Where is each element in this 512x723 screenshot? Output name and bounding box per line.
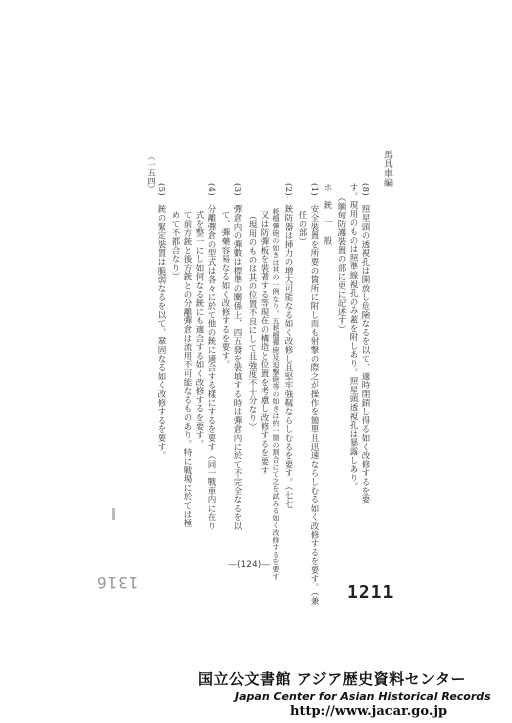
page-center-number: —(124)— bbox=[228, 560, 271, 570]
text-column-1: (8) 照星頭の透視孔は開放し危險なるを以て、適時閉鎖し得る如く改修するを要 bbox=[360, 183, 370, 504]
text-column-12: て、彈藥容易なる如く改修するを要す。 bbox=[220, 193, 230, 369]
text-column-17: (5) 銃の緊定裝置は脆弱なるを以て、鞏固なる如く改修するを要す。 bbox=[156, 183, 166, 460]
text-column-11: (3) 彈倉内の彈數は標準の關係上、四五發を裝填する時は彈倉内に於て不完全なるを以 bbox=[232, 183, 242, 531]
section-header: 馬具車編 bbox=[382, 150, 392, 188]
text-column-15: て前方銃と後方銃との分離彈倉は流用不可能なるものあり。特に戰場に於ては極 bbox=[182, 193, 192, 528]
watermark-block bbox=[198, 668, 498, 719]
text-column-4: ホ 銃 一 般 bbox=[322, 183, 332, 245]
text-column-9: 又は防彈板を裝著する等現在の構造と位置を考慮し改修するを要す bbox=[259, 193, 269, 475]
text-column-14: 式を整一にし如何なる銃にも適合する如く改修するを要す。 bbox=[194, 193, 204, 449]
text-column-5: (1) 安全裝置を所要の箇所に附し而も射撃の際之が操作を簡單且迅速ならしむる如く改修するを要す。（兼 bbox=[309, 183, 319, 606]
text-column-8: 耗榴彈砲の如きは其の一例なり。五耗榴彈砲及迫撃砲等の如きは約一箇の割合にて之を試みる如く改修するを要す bbox=[272, 193, 280, 580]
text-column-7: (2) 銃防器は挿力の増大可能なる如く改修し且堅牢強靱ならしむるを要す。（七七 bbox=[283, 183, 293, 509]
text-column-6: 任の部） bbox=[297, 193, 307, 246]
text-column-16: めて不都合なり） bbox=[170, 193, 180, 281]
watermark-english: Japan Center for Asian Historical Records bbox=[235, 690, 491, 703]
text-column-2: す。現用のものは照準線視孔のみ蓋を附しあり。照星頭透視孔は暴露しあり。 bbox=[348, 183, 358, 491]
watermark-japanese: 国立公文書館 アジア歴史資料センター bbox=[198, 670, 467, 688]
stamped-page-number: 1211 bbox=[347, 582, 395, 603]
text-column-10: （現用のものは其の位置不良にして且強度不十分なり） bbox=[247, 198, 257, 432]
mirrored-stamp: 1316 bbox=[96, 573, 139, 592]
text-column-3: （緬甸防護裝置の部に更に記述す） bbox=[336, 193, 346, 334]
page-reference: （一五四） bbox=[147, 152, 156, 194]
binding-mark bbox=[112, 508, 115, 520]
watermark-url: http://www.jacar.go.jp bbox=[290, 704, 448, 719]
text-column-13: (4) 分離彈倉の型式は各々に於て他の銃に適合する樣にするを要す（同一戰車内に在り bbox=[206, 183, 216, 531]
